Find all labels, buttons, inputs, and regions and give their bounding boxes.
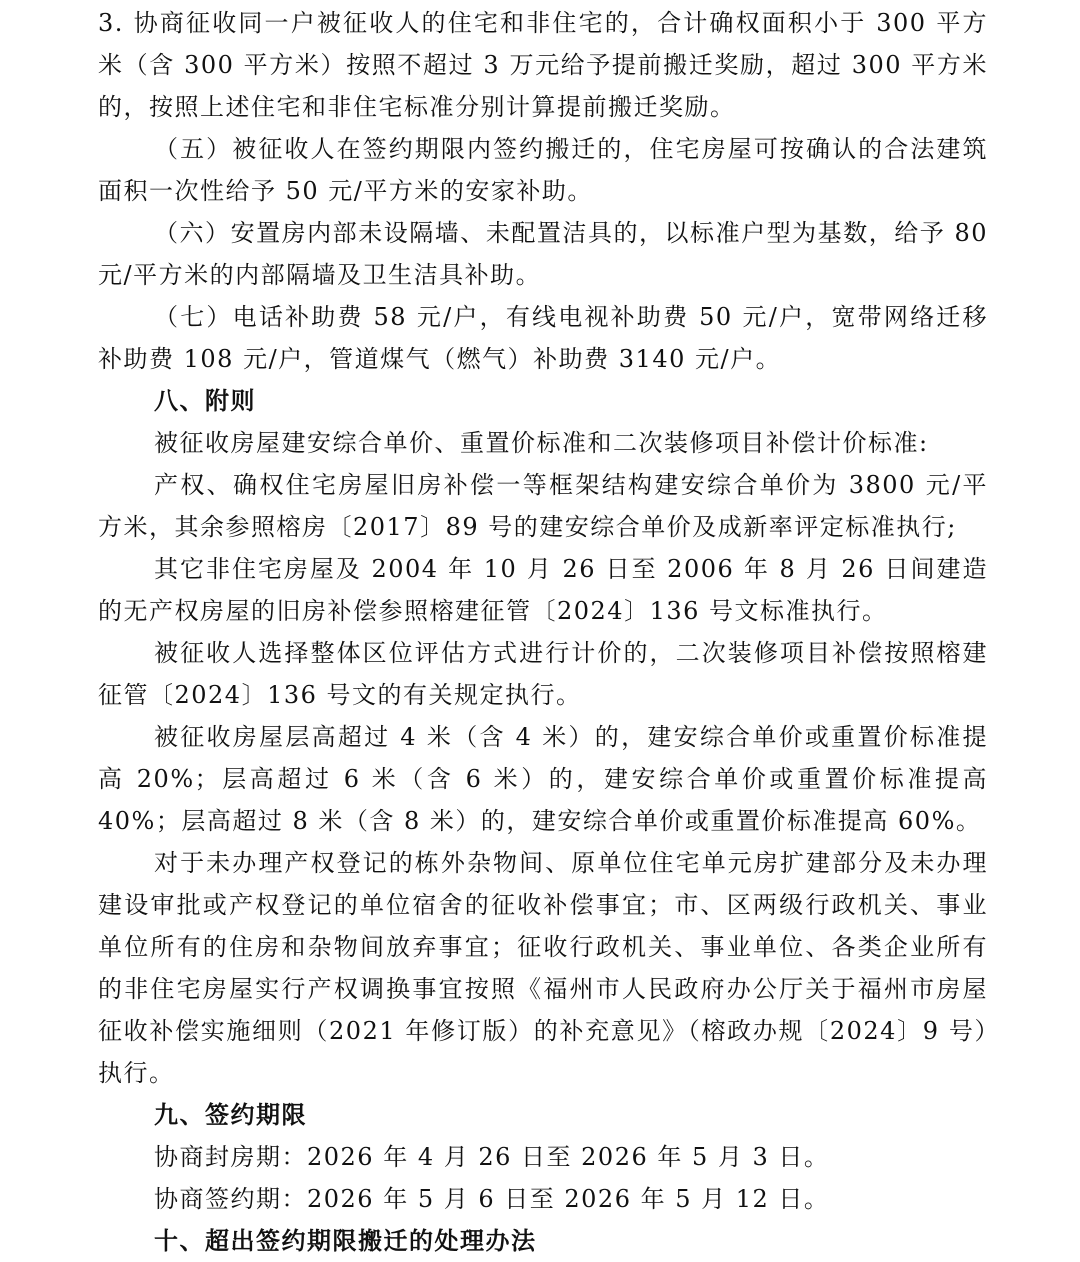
document-page — [98, 2, 988, 1262]
paragraph-unit-price: 产权、确权住宅房屋旧房补偿一等框架结构建安综合单价为 3800 元/平方米，其余参照榕房〔2017〕89 号的建安综合单价及成新率评定标准执行; — [98, 471, 988, 541]
paragraph-sealing-period: 协商封房期：2026 年 4 月 26 日至 2026 年 5 月 3 日。 — [154, 1143, 830, 1171]
section-heading-appendix: 八、附则 — [154, 387, 256, 415]
paragraph-signing-period: 协商签约期：2026 年 5 月 6 日至 2026 年 5 月 12 日。 — [154, 1185, 830, 1213]
paragraph-pricing-intro: 被征收房屋建安综合单价、重置价标准和二次装修项目补偿计价标准: — [154, 429, 929, 457]
paragraph-partition-subsidy: （六）安置房内部未设隔墙、未配置洁具的，以标准户型为基数，给予 80 元/平方米的内部隔墙及卫生洁具补助。 — [98, 219, 988, 289]
section-heading-signing-period: 九、签约期限 — [154, 1101, 307, 1129]
paragraph-non-residential: 其它非住宅房屋及 2004 年 10 月 26 日至 2006 年 8 月 26 日间建造的无产权房屋的旧房补偿参照榕建征管〔2024〕136 号文标准执行。 — [98, 555, 988, 625]
paragraph-location-assessment: 被征收人选择整体区位评估方式进行计价的，二次装修项目补偿按照榕建征管〔2024〕136 号文的有关规定执行。 — [98, 639, 988, 709]
paragraph-housing-subsidy: （五）被征收人在签约期限内签约搬迁的，住宅房屋可按确认的合法建筑面积一次性给予 50 元/平方米的安家补助。 — [98, 135, 988, 205]
paragraph-early-relocation-reward: 3. 协商征收同一户被征收人的住宅和非住宅的，合计确权面积小于 300 平方米（含 300 平方米）按照不超过 3 万元给予提前搬迁奖励，超过 300 平方米的，按照上述住宅和非住宅标准分别计算提前搬迁奖励。 — [98, 9, 988, 121]
paragraph-floor-height: 被征收房屋层高超过 4 米（含 4 米）的，建安综合单价或重置价标准提高 20%；层高超过 6 米（含 6 米）的，建安综合单价或重置价标准提高 40%；层高超过 8 米（含 8 米）的，建安综合单价或重置价标准提高 60%。 — [98, 723, 988, 835]
paragraph-special-cases: 对于未办理产权登记的栋外杂物间、原单位住宅单元房扩建部分及未办理建设审批或产权登记的单位宿舍的征收补偿事宜；市、区两级行政机关、事业单位所有的住房和杂物间放弃事宜；征收行政机关、事业单位、各类企业所有的非住宅房屋实行产权调换事宜按照《福州市人民政府办公厅关于福州市房屋征收补偿实施细则（2021 年修订版）的补充意见》（榕政办规〔2024〕9 号）执行。 — [98, 849, 988, 1087]
section-heading-overdue: 十、超出签约期限搬迁的处理办法 — [154, 1227, 537, 1255]
paragraph-utility-subsidy: （七）电话补助费 58 元/户，有线电视补助费 50 元/户，宽带网络迁移补助费 108 元/户，管道煤气（燃气）补助费 3140 元/户。 — [98, 303, 988, 373]
